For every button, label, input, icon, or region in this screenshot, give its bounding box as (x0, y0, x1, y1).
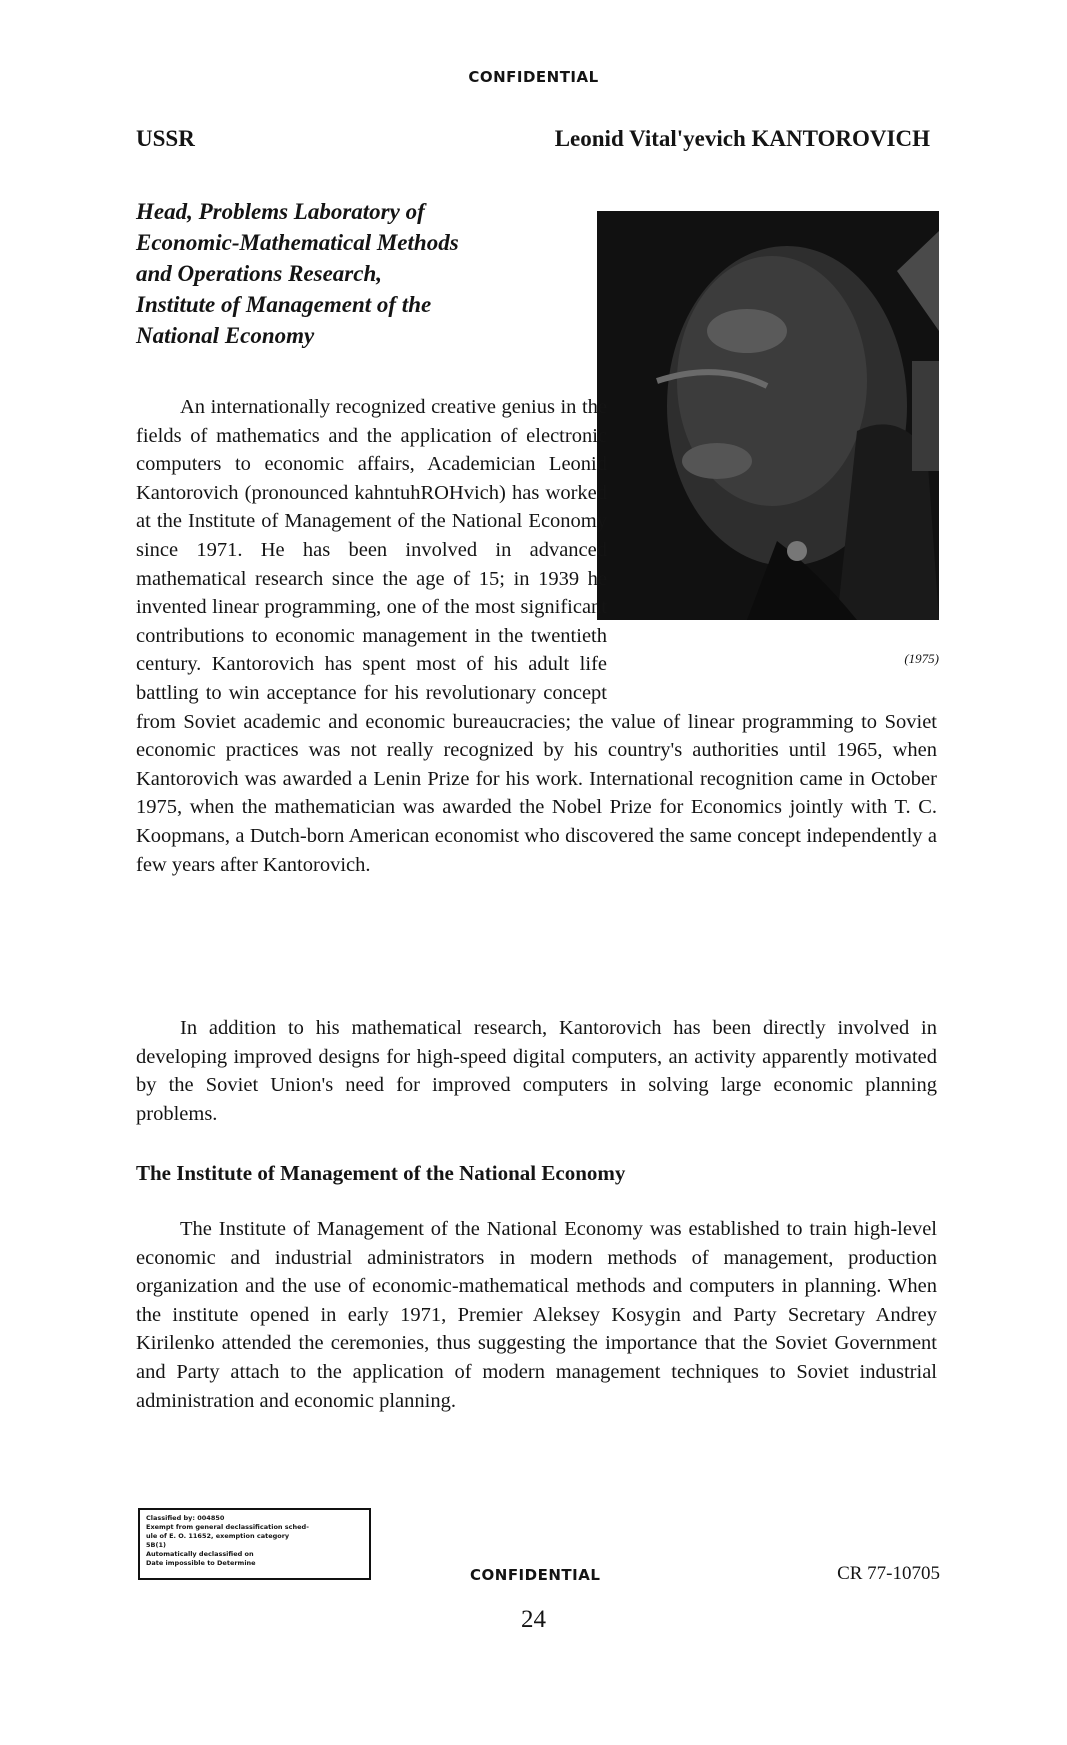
biography-paragraph-text: An internationally recognized creative genius in the fields of mathematics and the application of electronic computers to economic affairs, Academician Leonid Kantorovich (pronounced kahntuhROHvich) has worked at the Institute of Management of the National Economy since 1971. He has been involved in advanced mathematical research since the age of 15; in 1939 he invented linear programming, one of the most significant contributions to economic management in the twentieth century. Kantorovich has spent most of his adult life battling to win acceptance for his revolutionary concept from Soviet academic and economic bureaucracies; the value of linear programming to Soviet economic practices was not really recognized by his country's authorities until 1965, when Kantorovich was awarded a Lenin Prize for his work. International recognition came in October 1975, when the mathematician was awarded the Nobel Prize for Economics jointly with T. C. Koopmans, a Dutch-born American economist who discovered the same concept independently a few years after Kantorovich. (136, 396, 937, 876)
photo-wrap-spacer (607, 393, 937, 693)
photo-caption: (1975) (904, 651, 939, 666)
document-number: CR 77-10705 (837, 1563, 940, 1584)
position-title-line: Institute of Management of the (136, 292, 432, 317)
institute-paragraph: The Institute of Management of the National Economy was established to train high-level economic and industrial administrators in modern methods of management, production organization and the use of economic-mathematical methods and computers in planning. When the institute opened in early 1971, Premier Aleksey Kosygin and Party Secretary Andrey Kirilenko attended the ceremonies, thus suggesting the importance that the Soviet Government and Party attach to the application of modern management techniques to Soviet industrial administration and economic planning. (136, 1218, 937, 1412)
classification-stamp-line: Date impossible to Determine (146, 1559, 256, 1567)
country-label: USSR (136, 126, 195, 151)
classification-stamp-line: Exempt from general declassification sched- (146, 1523, 309, 1531)
classification-stamp-line: Automatically declassified on (146, 1550, 254, 1558)
section-heading: The Institute of Management of the National Economy (136, 1161, 626, 1185)
classification-stamp (138, 1508, 371, 1580)
research-paragraph: In addition to his mathematical research, Kantorovich has been directly involved in developing improved designs for high-speed digital computers, an activity apparently motivated by the Soviet Union's need for improved computers in solving large economic planning problems. (136, 1017, 937, 1125)
person-name: Leonid Vital'yevich KANTOROVICH (554, 126, 930, 151)
classification-header: CONFIDENTIAL (468, 68, 599, 86)
position-title (136, 196, 556, 351)
position-title-line: Economic-Mathematical Methods (136, 230, 459, 255)
biography-paragraph (136, 393, 937, 879)
classification-stamp-line: ule of E. O. 11652, exemption category (146, 1532, 290, 1540)
classification-stamp-line: Classified by: 004850 (146, 1514, 225, 1522)
position-title-line: and Operations Research, (136, 261, 382, 286)
classification-stamp-line: 5B(1) (146, 1541, 166, 1549)
classification-footer: CONFIDENTIAL (470, 1566, 601, 1584)
position-title-line: Head, Problems Laboratory of (136, 199, 425, 224)
position-title-line: National Economy (136, 323, 315, 348)
page-number: 24 (521, 1606, 546, 1633)
